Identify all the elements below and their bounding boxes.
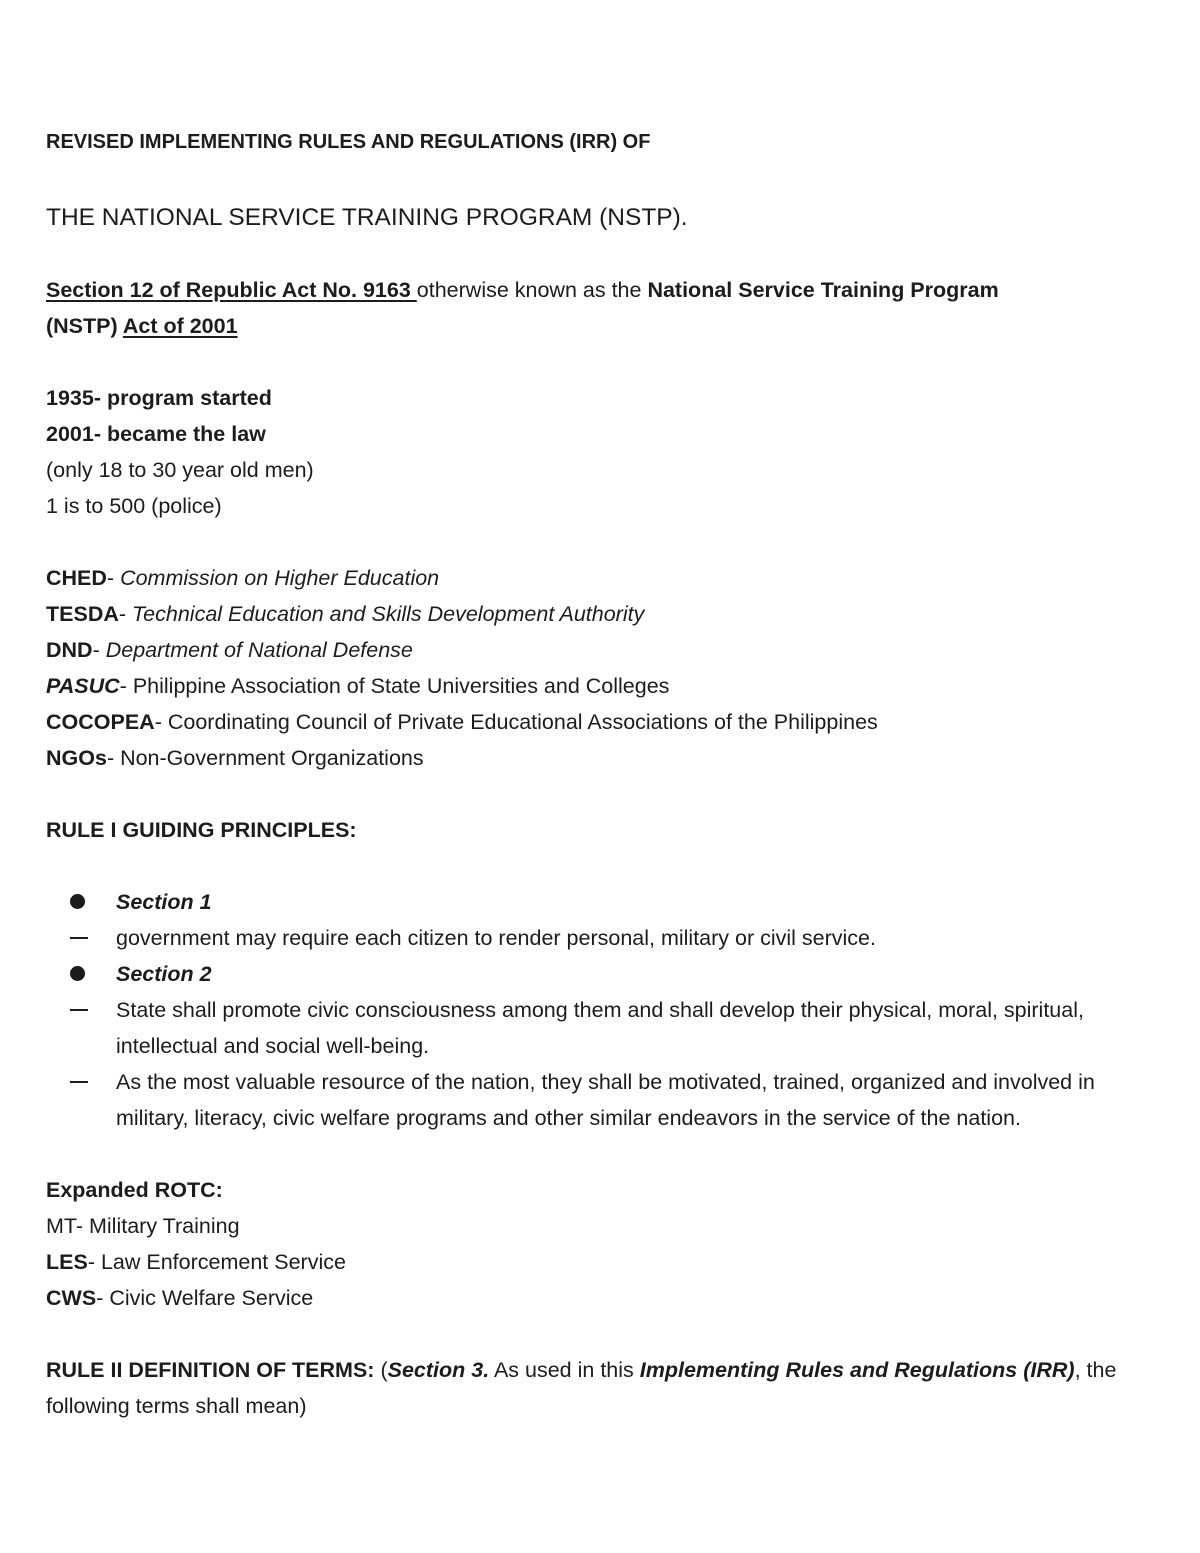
agency-abbr: DND [46, 638, 93, 662]
rotc-abbr: MT [46, 1214, 76, 1238]
program-abbreviation: (NSTP) [46, 314, 123, 338]
rotc-section [46, 1172, 1156, 1316]
history-item: 1 is to 500 (police) [46, 494, 222, 518]
list-item [46, 1064, 1156, 1136]
act-link[interactable]: Act of 2001 [122, 314, 238, 338]
bullet-dash-icon [70, 937, 88, 939]
list-item [46, 884, 1156, 920]
agency-abbr: COCOPEA [46, 710, 155, 734]
agency-item [46, 668, 1156, 704]
list-item [46, 956, 1156, 992]
agency-item [46, 704, 1156, 740]
rule2-paragraph [46, 1352, 1156, 1424]
intro-paragraph [46, 272, 1156, 344]
rotc-abbr: LES [46, 1250, 88, 1274]
agency-name: Commission on Higher Education [120, 566, 440, 590]
history-item: 1935- program started [46, 386, 272, 410]
principle-text: As the most valuable resource of the nation, they shall be motivated, trained, organized and involved in military, literacy, civic welfare programs and other similar endeavors in the service of the nation. [116, 1070, 1095, 1130]
bullet-dot-icon [70, 966, 85, 981]
program-name: National Service Training Program [647, 278, 999, 302]
agency-abbr: TESDA [46, 602, 119, 626]
principle-text: State shall promote civic consciousness among them and shall develop their physical, moral, spiritual, intellectual and social well-being. [116, 998, 1084, 1058]
separator: - [106, 746, 121, 770]
agency-name: Philippine Association of State Universities and Colleges [132, 674, 670, 698]
history-item: (only 18 to 30 year old men) [46, 458, 314, 482]
list-item [46, 920, 1156, 956]
agency-name: Technical Education and Skills Development Authority [132, 602, 645, 626]
separator: - [154, 710, 168, 734]
rotc-heading: Expanded ROTC: [46, 1178, 223, 1202]
document-title-line1: REVISED IMPLEMENTING RULES AND REGULATIONS (IRR) OF [46, 131, 651, 153]
agency-abbr: CHED [46, 566, 107, 590]
history-list [46, 380, 1156, 524]
agency-item [46, 740, 1156, 776]
section-label: Section 3. [387, 1358, 490, 1382]
list-item [46, 992, 1156, 1064]
separator: - [96, 1286, 110, 1310]
agency-abbr: NGOs [46, 746, 107, 770]
document-title-line2: THE NATIONAL SERVICE TRAINING PROGRAM (NSTP). [46, 204, 688, 231]
principle-text: government may require each citizen to render personal, military or civil service. [116, 926, 876, 950]
agency-list [46, 560, 1156, 776]
rule1-heading: RULE I GUIDING PRINCIPLES: [46, 818, 357, 842]
agency-item [46, 596, 1156, 632]
separator: - [118, 602, 133, 626]
rotc-item [46, 1280, 1156, 1316]
separator: - [106, 566, 121, 590]
agency-name: Department of National Defense [105, 638, 413, 662]
rule2-text: As used in this [489, 1358, 640, 1382]
history-item: 2001- became the law [46, 422, 266, 446]
agency-item [46, 560, 1156, 596]
bullet-dash-icon [70, 1009, 88, 1011]
separator: - [92, 638, 106, 662]
rotc-name: Law Enforcement Service [100, 1250, 346, 1274]
republic-act-link[interactable]: Section 12 of Republic Act No. 9163 [46, 278, 417, 302]
paren: ( [374, 1358, 388, 1382]
rotc-name: Military Training [89, 1214, 240, 1238]
rule2-text: , the following terms shall mean) [46, 1358, 1117, 1418]
agency-name: Non-Government Organizations [120, 746, 424, 770]
section-label: Section 2 [116, 962, 212, 986]
rotc-name: Civic Welfare Service [109, 1286, 314, 1310]
intro-text: otherwise known as the [416, 278, 648, 302]
rotc-item [46, 1244, 1156, 1280]
agency-name: Coordinating Council of Private Educational Associations of the Philippines [167, 710, 878, 734]
rule2-heading: RULE II DEFINITION OF TERMS: [46, 1358, 375, 1382]
guiding-principles-list [46, 884, 1156, 1136]
separator: - [87, 1250, 101, 1274]
section-label: Section 1 [116, 890, 212, 914]
rotc-abbr: CWS [46, 1286, 97, 1310]
bullet-dot-icon [70, 894, 85, 909]
irr-name: Implementing Rules and Regulations (IRR) [639, 1358, 1075, 1382]
bullet-dash-icon [70, 1081, 88, 1083]
agency-item [46, 632, 1156, 668]
document-page [46, 126, 1156, 1424]
rotc-item [46, 1208, 1156, 1244]
agency-abbr: PASUC [46, 674, 120, 698]
separator: - [75, 1214, 89, 1238]
separator: - [119, 674, 133, 698]
